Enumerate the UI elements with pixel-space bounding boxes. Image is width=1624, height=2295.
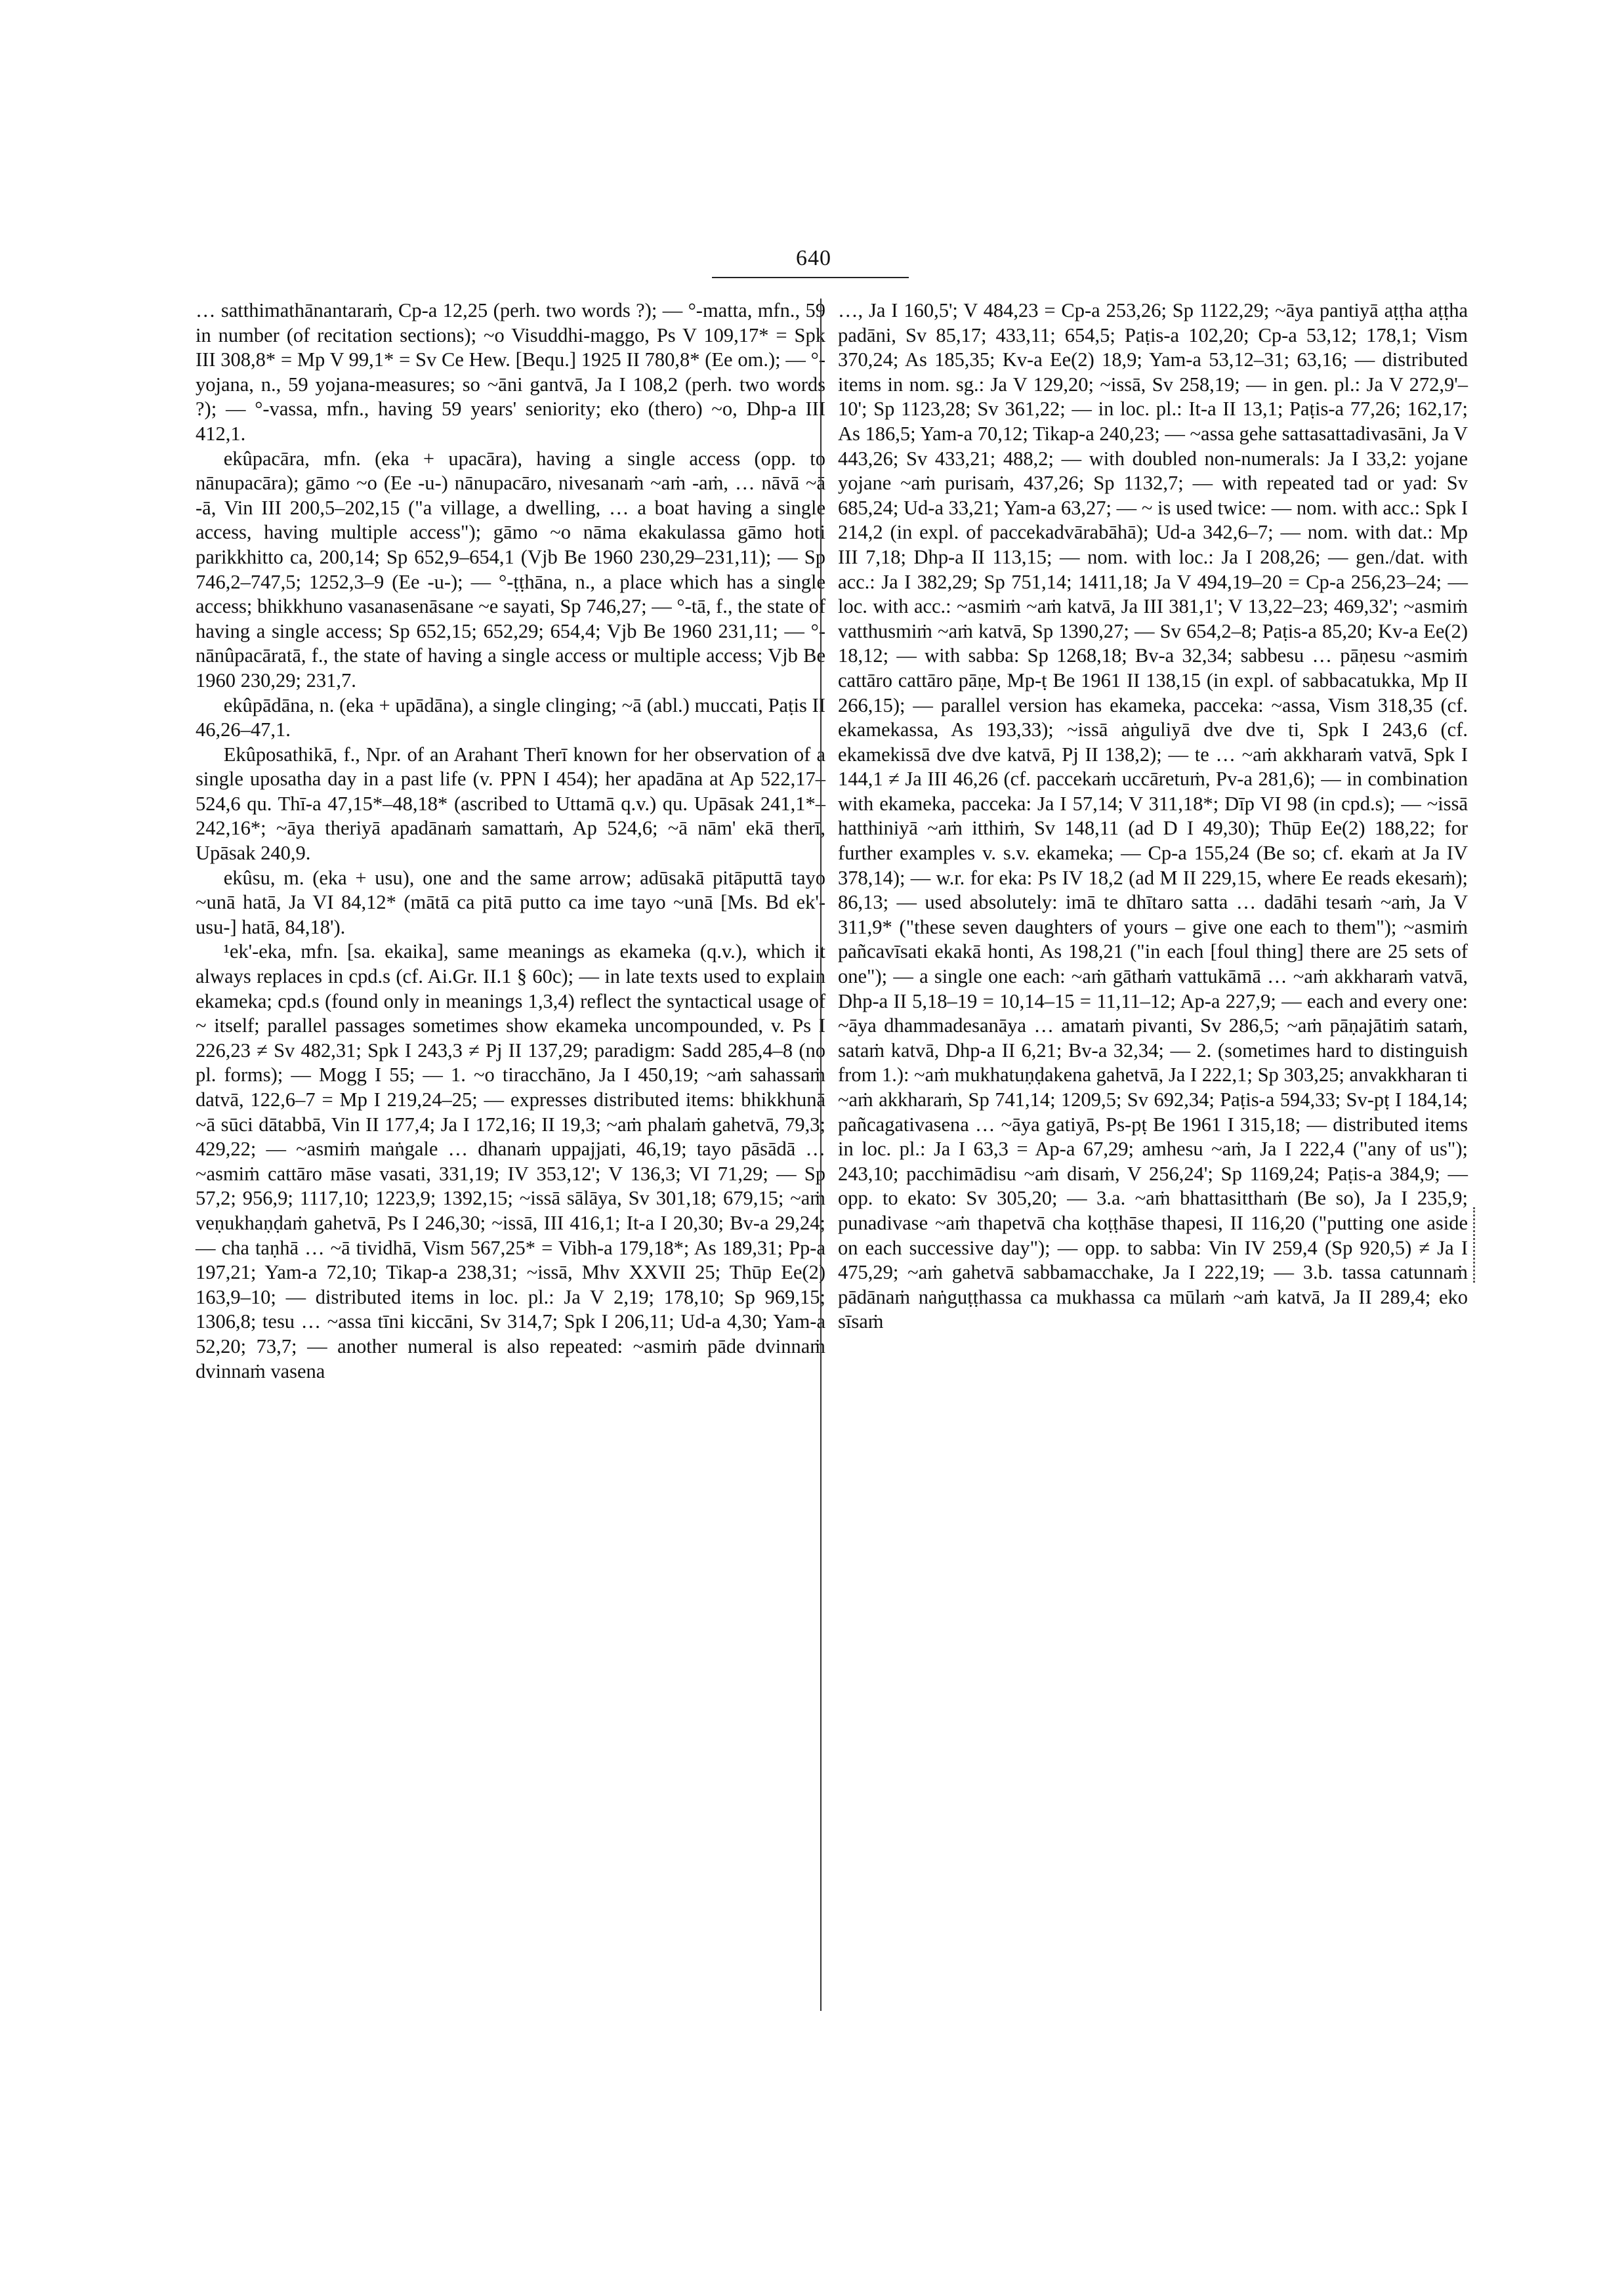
page-number: 640	[796, 246, 831, 270]
left-column	[196, 299, 825, 1384]
dictionary-entry: ekûsu, m. (eka + usu), one and the same arrow; adūsakā pitāputtā tayo ~unā hatā, Ja VI 84,12* (mātā ca pitā putto ca ime tayo ~unā [Ms. Bd ek'-usu-] hatā, 84,18').	[196, 866, 825, 938]
right-column	[838, 299, 1468, 1334]
dictionary-entry: …, Ja I 160,5'; V 484,23 = Cp-a 253,26; Sp 1122,29; ~āya pantiyā aṭṭha aṭṭha padāni, Sv 85,17; 433,11; 654,5; Paṭis-a 102,20; Cp-a 53,12; 178,1; Vism 370,24; As 185,35; Kv-a Ee(2) 18,9; Yam-a 53,12–31; 63,16; — distributed items in nom. sg.: Ja V 129,20; ~issā, Sv 258,19; — in gen. pl.: Ja V 272,9'–10'; Sp 1123,28; Sv 361,22; — in loc. pl.: It-a II 13,1; Paṭis-a 77,26; 162,17; As 186,5; Yam-a 70,12; Tikap-a 240,23; — ~assa gehe sattasattadivasāni, Ja V 443,26; Sv 433,21; 488,2; — with doubled non-numerals: Ja I 33,2: yojane yojane ~aṁ purisaṁ, 437,26; Sp 1132,7; — with repeated tad or yad: Sv 685,24; Ud-a 33,21; Yam-a 63,27; — ~ is used twice: — nom. with acc.: Spk I 214,2 (in expl. of paccekadvārabāhā); Ud-a 342,6–7; — nom. with dat.: Mp III 7,18; Dhp-a II 113,15; — nom. with loc.: Ja I 208,26; — gen./dat. with acc.: Ja I 382,29; Sp 751,14; 1411,18; Ja V 494,19–20 = Cp-a 256,23–24; — loc. with acc.: ~asmiṁ ~aṁ katvā, Ja III 381,1'; V 13,22–23; 469,32'; ~asmiṁ vatthusmiṁ ~aṁ katvā, Sp 1390,27; — Sv 654,2–8; Paṭis-a 85,20; Kv-a Ee(2) 18,12; — with sabba: Sp 1268,18; Bv-a 32,34; sabbesu … pāṇesu ~asmiṁ cattāro cattāro pāṇe, Mp-ṭ Be 1961 II 138,15 (in expl. of sabbacatukka, Mp II 266,15); — parallel version has ekameka, pacceka: ~assa, Vism 318,35 (cf. ekamekassa, As 193,33); ~issā aṅguliyā dve dve ti, Spk I 243,6 (cf. ekamekissā dve dve katvā, Pj II 138,2); — te … ~aṁ akkharaṁ vatvā, Spk I 144,1 ≠ Ja III 46,26 (cf. paccekaṁ uccāretuṁ, Pv-a 281,6); — in combination with ekameka, pacceka: Ja I 57,14; V 311,18*; Dīp VI 98 (in cpd.s); — ~issā hatthiniyā ~aṁ itthiṁ, Sv 148,11 (ad D I 49,30); Thūp Ee(2) 188,22; for further examples v. s.v. ekameka; — Cp-a 155,24 (Be so; cf. ekaṁ at Ja IV 378,14); — w.r. for eka: Ps IV 18,2 (ad M II 229,15, where Ee reads ekesaṁ); 86,13; — used absolutely: imā te dhītaro satta … dadāhi tesaṁ ~aṁ, Ja V 311,9* ("these seven daughters of yours – give one each to them"); ~asmiṁ pañcavīsati ekakā honti, As 198,21 ("in each [foul thing] there are 25 sets of one"); — a single one each: ~aṁ gāthaṁ vattukāmā … ~aṁ akkharaṁ vatvā, Dhp-a II 5,18–19 = 10,14–15 = 11,11–12; Ap-a 227,9; — each and every one: ~āya dhammadesanāya … amataṁ pivanti, Sv 286,5; ~aṁ pāṇajātiṁ sataṁ, sataṁ katvā, Dhp-a II 6,21; Bv-a 32,34; — 2. (sometimes hard to distinguish from 1.): ~aṁ mukhatuṇḍakena gahetvā, Ja I 222,1; Sp 303,25; anvakkharan ti ~aṁ akkharaṁ, Sp 741,14; 1209,5; Sv 692,34; Paṭis-a 594,33; Sv-pṭ I 184,14; pañcagativasena … ~āya gatiyā, Ps-pṭ Be 1961 I 315,18; — distributed items in loc. pl.: Ja I 63,3 = Ap-a 67,29; amhesu ~aṁ, Ja I 222,4 ("any of us"); 243,10; pacchimādisu ~aṁ disaṁ, V 256,24'; Sp 1169,24; Paṭis-a 384,9; — opp. to ekato: Sv 305,20; — 3.a. ~aṁ bhattasitthaṁ (Be so), Ja I 235,9; punadivase ~aṁ thapetvā cha koṭṭhāse thapesi, II 116,20 ("putting one aside on each successive day"); — opp. to sabba: Vin IV 259,4 (Sp 920,5) ≠ Ja I 475,29; ~aṁ gahetvā sabbamacchake, Ja I 222,19; — 3.b. tassa catunnaṁ pādānaṁ naṅguṭṭhassa ca mukhassa ca mūlaṁ ~aṁ katvā, Ja II 289,4; eko sīsaṁ	[838, 299, 1468, 1333]
dictionary-entry: ekûpacāra, mfn. (eka + upacāra), having a single access (opp. to nānupacāra); gāmo ~o (Ee -u-) nānupacāro, nivesanaṁ ~aṁ -aṁ, … nāvā ~ā -ā, Vin III 200,5–202,15 ("a village, a dwelling, … a boat having a single access, having multiple access"); gāmo ~o nāma ekakulassa gāmo hoti parikkhitto ca, 200,14; Sp 652,9–654,1 (Vjb Be 1960 230,29–231,11); — Sp 746,2–747,5; 1252,3–9 (Ee -u-); — °-ṭṭhāna, n., a place which has a single access; bhikkhuno vasanasenāsane ~e sayati, Sp 746,27; — °-tā, f., the state of having a single access; Sp 652,15; 652,29; 654,4; Vjb Be 1960 231,11; — °-nānûpacāratā, f., the state of having a single access or multiple access; Vjb Be 1960 230,29; 231,7.	[196, 447, 825, 692]
dictionary-entry: … satthimathānantaraṁ, Cp-a 12,25 (perh. two words ?); — °-matta, mfn., 59 in number (of recitation sections); ~o Visuddhi-maggo, Ps V 109,17* = Spk III 308,8* = Mp V 99,1* = Sv Ce Hew. [Bequ.] 1925 II 780,8* (Ee om.); — °-yojana, n., 59 yojana-measures; so ~āni gantvā, Ja I 108,2 (perh. two words ?); — °-vassa, mfn., having 59 years' seniority; eko (thero) ~o, Dhp-a III 412,1.	[196, 299, 825, 445]
page-number-rule	[712, 277, 909, 278]
column-divider	[820, 299, 822, 2011]
margin-mark	[1473, 1207, 1475, 1283]
dictionary-entry: ¹ek'-eka, mfn. [sa. ekaika], same meanings as ekameka (q.v.), which it always replaces in cpd.s (cf. Ai.Gr. II.1 § 60c); — in late texts used to explain ekameka; cpd.s (found only in meanings 1,3,4) reflect the syntactical usage of ~ itself; parallel passages sometimes show ekameka uncompounded, v. Ps I 226,23 ≠ Sv 482,31; Spk I 243,3 ≠ Pj II 137,29; paradigm: Sadd 285,4–8 (no pl. forms); — Mogg I 55; — 1. ~o tiracchāno, Ja I 450,19; ~aṁ sahassaṁ datvā, 122,6–7 = Mp I 219,24–25; — expresses distributed items: bhikkhunā ~ā sūci dātabbā, Vin II 177,4; Ja I 172,16; II 19,3; ~aṁ phalaṁ gahetvā, 79,3; 429,22; — ~asmiṁ maṅgale … dhanaṁ uppajjati, 46,19; tayo pāsādā … ~asmiṁ cattāro māse vasati, 331,19; IV 353,12'; V 136,3; VI 71,29; — Sp 57,2; 956,9; 1117,10; 1223,9; 1392,15; ~issā sālāya, Sv 301,18; 679,15; ~aṁ veṇukhaṇḍaṁ gahetvā, Ps I 246,30; ~issā, III 416,1; It-a I 20,30; Bv-a 29,24; — cha taṇhā … ~ā tividhā, Vism 567,25* = Vibh-a 179,18*; As 189,31; Pp-a 197,21; Yam-a 72,10; Tikap-a 238,31; ~issā, Mhv XXVII 25; Thūp Ee(2) 163,9–10; — distributed items in loc. pl.: Ja V 2,19; 178,10; Sp 969,15; 1306,8; tesu … ~assa tīni kiccāni, Sv 314,7; Spk I 206,11; Ud-a 4,30; Yam-a 52,20; 73,7; — another numeral is also repeated: ~asmiṁ pāde dvinnaṁ dvinnaṁ vasena	[196, 940, 825, 1382]
dictionary-entry: ekûpādāna, n. (eka + upādāna), a single clinging; ~ā (abl.) muccati, Paṭis II 46,26–47,1.	[196, 693, 825, 741]
dictionary-entry: Ekûposathikā, f., Npr. of an Arahant Therī known for her observation of a single uposatha day in a past life (v. PPN I 454); her apadāna at Ap 522,17–524,6 qu. Thī-a 47,15*–48,18* (ascribed to Uttamā q.v.) qu. Upāsak 241,1*–242,16*; ~āya theriyā apadānaṁ samattaṁ, Ap 524,6; ~ā nām' ekā therī, Upāsak 240,9.	[196, 743, 825, 865]
